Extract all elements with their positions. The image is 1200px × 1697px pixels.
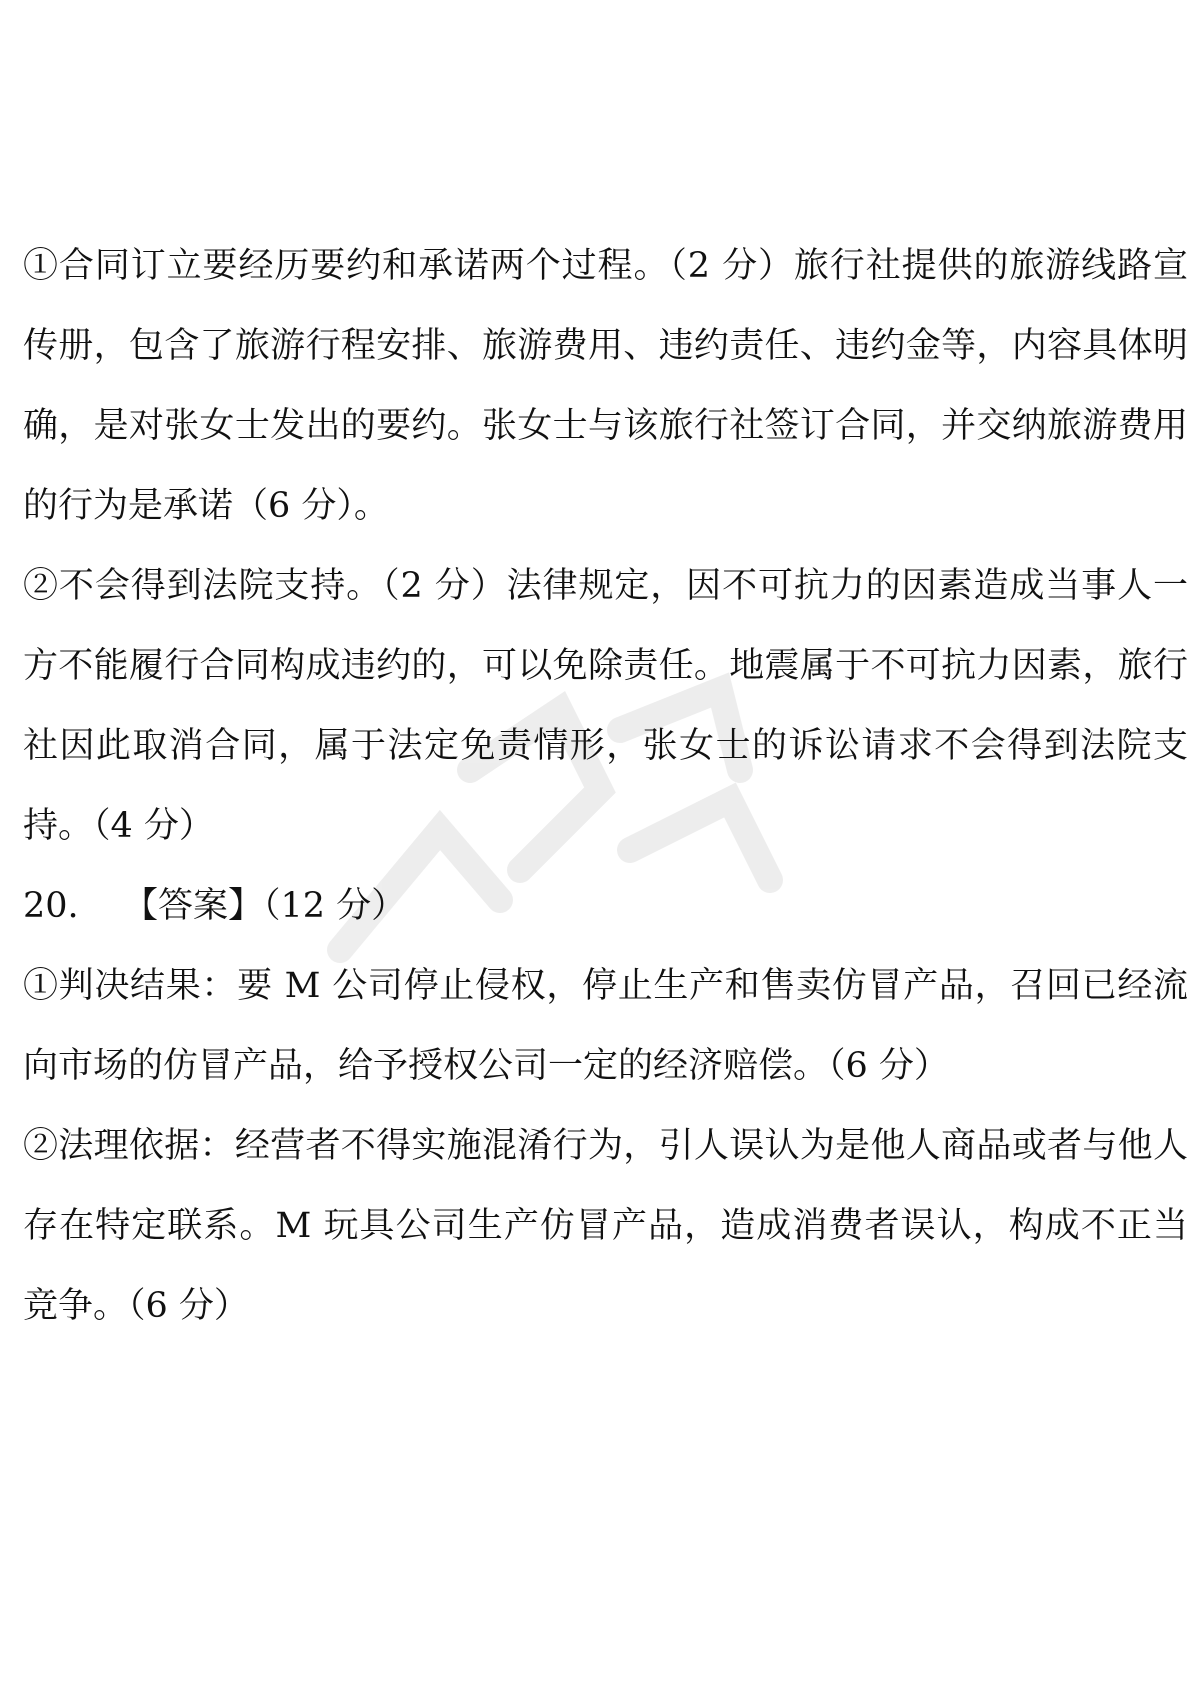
question-number: 20. (23, 886, 79, 926)
answer-label: 【答案】（12 分） (123, 886, 407, 926)
answer-20-point-2: ②法理依据：经营者不得实施混淆行为，引人误认为是他人商品或者与他人存在特定联系。M 玩具公司生产仿冒产品，造成消费者误认，构成不正当竞争。（6 分） (23, 1126, 1188, 1326)
answer-19-point-1: ①合同订立要经历要约和承诺两个过程。（2 分）旅行社提供的旅游线路宣传册，包含了旅游行程安排、旅游费用、违约责任、违约金等，内容具体明确，是对张女士发出的要约。张女士与该旅行社签订合同，并交纳旅游费用的行为是承诺（6 分）。 (23, 246, 1188, 526)
answer-content (23, 226, 1188, 1346)
answer-20-point-1: ①判决结果：要 M 公司停止侵权，停止生产和售卖仿冒产品，召回已经流向市场的仿冒产品，给予授权公司一定的经济赔偿。（6 分） (23, 966, 1188, 1086)
answer-19-point-2: ②不会得到法院支持。（2 分）法律规定，因不可抗力的因素造成当事人一方不能履行合同构成违约的，可以免除责任。地震属于不可抗力因素，旅行社因此取消合同，属于法定免责情形，张女士的诉讼请求不会得到法院支持。（4 分） (23, 566, 1188, 846)
question-20-heading (23, 866, 1188, 946)
